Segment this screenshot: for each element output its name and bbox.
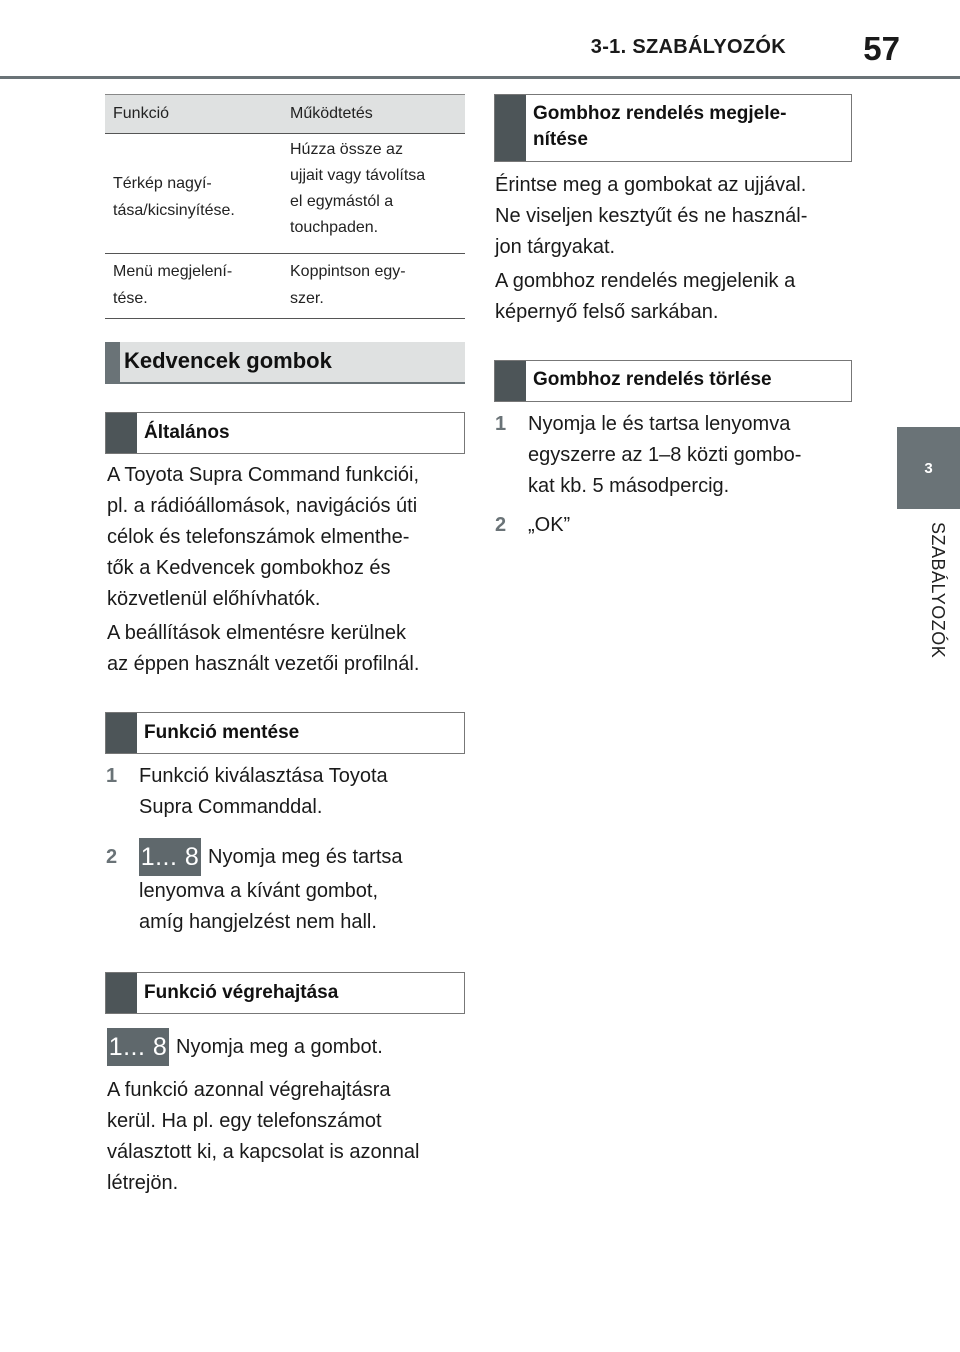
table-header-action: Működtetés (290, 105, 373, 122)
save-step-2 (106, 838, 466, 938)
subheading-accent-bar (106, 713, 137, 753)
favorite-buttons-1-8-icon[interactable]: 1... 8 (107, 1028, 169, 1066)
table-row (105, 254, 465, 319)
step-number: 2 (495, 514, 507, 536)
chapter-side-label: SZABÁLYOZÓK (928, 522, 948, 659)
assignment-display-paragraph-2: A gombhoz rendelés megjelenik a képernyő felső sarkában. (495, 270, 796, 323)
assignment-display-subheading (494, 94, 852, 162)
general-paragraph-1: A Toyota Supra Command funkciói, pl. a rádióállomások, navigációs úti célok és telefonszámok elmenthe- tők a Kedvencek gombokhoz és közvetlenül előhívhatók. (107, 464, 420, 610)
general-subheading (105, 412, 465, 454)
execute-paragraph: A funkció azonnal végrehajtásra kerül. Ha pl. egy telefonszámot választott ki, a kapcsolat is azonnal létrejön. (107, 1079, 420, 1194)
favorites-title: Kedvencek gombok (124, 348, 332, 373)
delete-step-1 (495, 409, 855, 505)
general-heading: Általános (144, 422, 230, 443)
table-header-function: Funkció (113, 105, 170, 122)
function-table (105, 94, 465, 319)
assignment-delete-heading: Gombhoz rendelés törlése (533, 369, 772, 390)
delete-step-2 (495, 510, 855, 544)
general-paragraph-2: A beállítások elmentésre kerülnek az éppen használt vezetői profilnál. (107, 622, 420, 675)
table-cell-function: Menü megjelení- tése. (113, 263, 233, 307)
chapter-tab[interactable] (897, 427, 960, 509)
save-subheading (105, 712, 465, 754)
subheading-accent-bar (495, 95, 526, 161)
assignment-display-heading: Gombhoz rendelés megjele- nítése (533, 103, 787, 150)
favorites-section-heading (105, 342, 465, 384)
save-heading: Funkció mentése (144, 722, 300, 743)
step-number: 1 (495, 413, 507, 435)
execute-subheading (105, 972, 465, 1014)
step-text: „OK” (528, 514, 571, 536)
assignment-delete-subheading (494, 360, 852, 402)
step-text-continued: lenyomva a kívánt gombot, amíg hangjelzést nem hall. (139, 880, 379, 933)
step-text: Nyomja meg és tartsa (208, 846, 403, 868)
step-number: 2 (106, 846, 118, 868)
save-step-1 (106, 761, 466, 825)
subheading-accent-bar (495, 361, 526, 401)
page-number: 57 (863, 30, 900, 67)
table-row (105, 134, 465, 254)
subheading-accent-bar (106, 973, 137, 1013)
section-title: 3-1. SZABÁLYOZÓK (590, 36, 786, 58)
table-cell-action: Koppintson egy- szer. (290, 263, 406, 307)
assignment-display-paragraph-1: Érintse meg a gombokat az ujjával. Ne viseljen kesztyűt és ne használ- jon tárgyakat. (495, 174, 808, 258)
heading-accent-bar (105, 342, 120, 382)
table-header-row (105, 94, 465, 134)
step-number: 1 (106, 765, 118, 787)
table-cell-action: Húzza össze az ujjait vagy távolítsa el egymástól a touchpaden. (290, 141, 426, 236)
header-rule (0, 76, 960, 79)
execute-heading: Funkció végrehajtása (144, 982, 339, 1003)
step-text: Funkció kiválasztása Toyota Supra Commanddal. (139, 765, 388, 818)
favorite-buttons-1-8-icon[interactable]: 1... 8 (139, 838, 201, 876)
execute-line: Nyomja meg a gombot. (176, 1036, 383, 1058)
subheading-accent-bar (106, 413, 137, 453)
chapter-tab-number: 3 (924, 459, 933, 477)
table-cell-function: Térkép nagyí- tása/kicsinyítése. (113, 174, 235, 219)
step-text: Nyomja le és tartsa lenyomva egyszerre az 1–8 közti gombo- kat kb. 5 másodpercig. (528, 413, 802, 497)
